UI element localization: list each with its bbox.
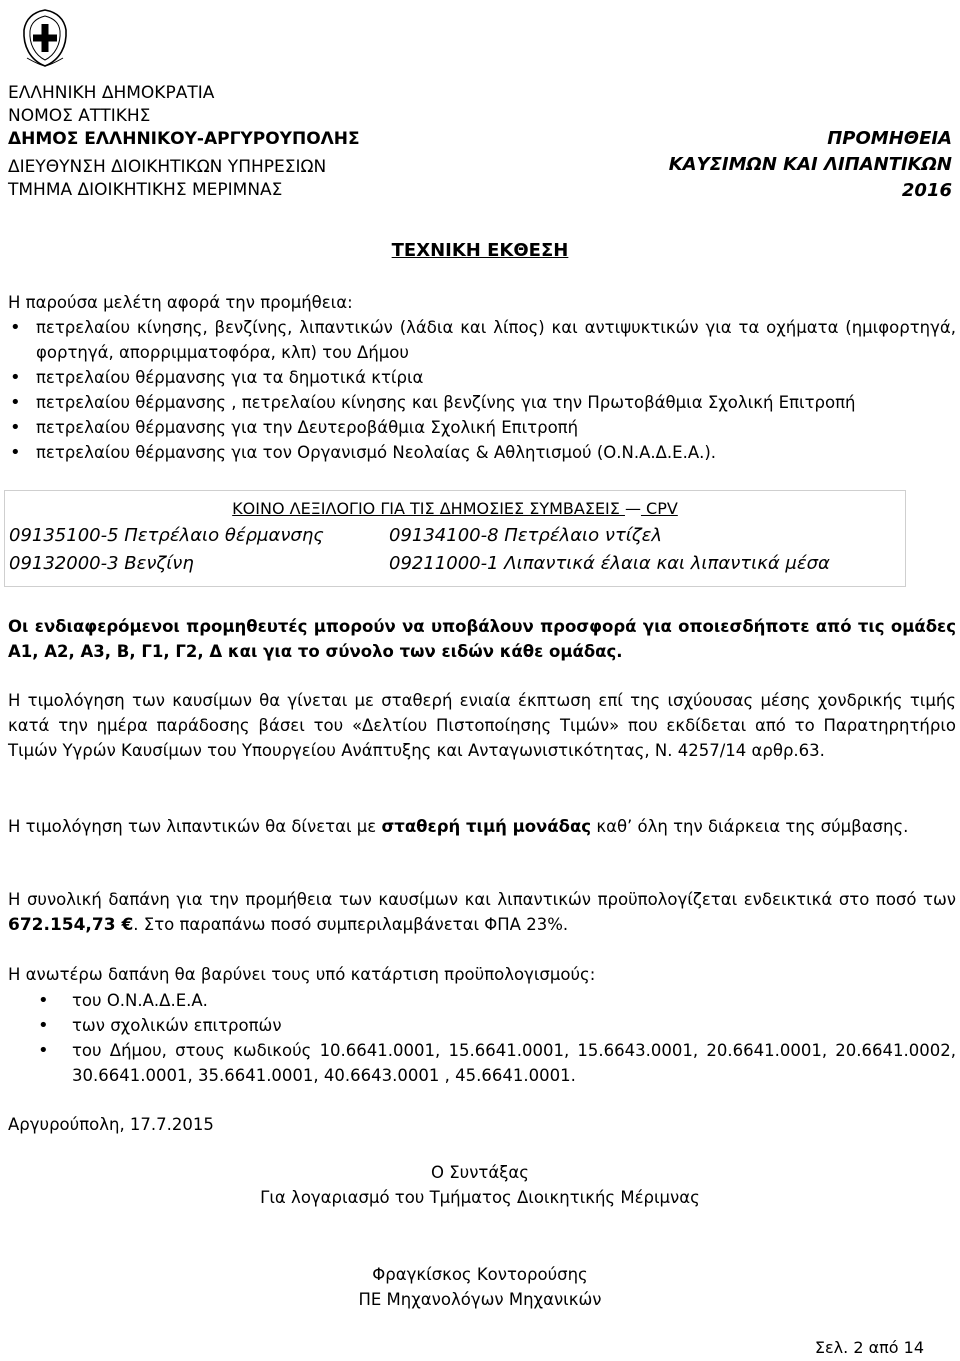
list-item: • πετρελαίου θέρμανσης για τα δημοτικά κτίρια <box>8 365 956 390</box>
page-title: ΤΕΧΝΙΚΗ ΕΚΘΕΣΗ <box>391 240 569 261</box>
header-line-prefecture: ΝΟΜΟΣ ΑΤΤΙΚΗΣ <box>8 106 151 126</box>
budget-amount: 672.154,73 € <box>8 915 134 935</box>
header-line-municipality: ΔΗΜΟΣ ΕΛΛΗΝΙΚΟΥ-ΑΡΓΥΡΟΥΠΟΛΗΣ <box>8 129 360 149</box>
lubricant-pricing-bold: σταθερή τιμή μονάδας <box>381 817 592 836</box>
fuel-pricing-text: Η τιμολόγηση των καυσίμων θα γίνεται με σταθερή ενιαία έκπτωση επί της ισχύουσας μέσης χονδρικής τιμής κατά την ημέρα παράδοσης βάσει του «Δελτίου Πιστοποίησης Τιμών» που εκδίδεται από το Παρατηρητήριο Τιμών Υγρών Καυσίμων του Υπουργείου Ανάπτυξης και Ανταγωνιστικότητας, Ν. 4257/14 αρθρ.63. <box>8 691 956 760</box>
budget-text <box>8 887 956 938</box>
project-title <box>669 126 952 204</box>
budget-after: . Στο παραπάνω ποσό συμπεριλαμβάνεται ΦΠΑ 23%. <box>133 915 569 934</box>
header-line-directorate: ΔΙΕΥΘΥΝΣΗ ΔΙΟΙΚΗΤΙΚΩΝ ΥΠΗΡΕΣΙΩΝ <box>8 157 327 177</box>
list-item: • πετρελαίου θέρμανσης για τον Οργανισμό Νεολαίας & Αθλητισμού (Ο.Ν.Α.Δ.Ε.Α.). <box>8 440 956 465</box>
list-item: • πετρελαίου θέρμανσης για την Δευτεροβάθμια Σχολική Επιτροπή <box>8 415 956 440</box>
signature-role: Ο Συντάξας <box>431 1163 529 1182</box>
signature-title: ΠΕ Μηχανολόγων Μηχανικών <box>358 1290 602 1309</box>
list-item: • του Ο.Ν.Α.Δ.Ε.Α. <box>8 988 956 1013</box>
cpv-code-diesel: 09134100-8 Πετρέλαιο ντίζελ <box>389 525 663 546</box>
header-line-republic: ΕΛΛΗΝΙΚΗ ΔΗΜΟΚΡΑΤΙΑ <box>8 83 215 103</box>
supply-list <box>8 315 956 465</box>
project-year: 2016 <box>901 180 952 201</box>
cpv-box <box>4 490 906 587</box>
cpv-title-suffix: CPV <box>640 499 678 518</box>
bidders-note: Οι ενδιαφερόμενοι προμηθευτές μπορούν να υποβάλουν προσφορά για οποιεσδήποτε από τις ομάδες Α1, Α2, Α3, Β, Γ1, Γ2, Δ και για το σύνολο των ειδών κάθε ομάδας. <box>8 617 956 661</box>
list-item: • του Δήμου, στους κωδικούς 10.6641.0001, 15.6641.0001, 15.6643.0001, 20.6641.0001, 20.6641.0002, 30.6641.0001, 35.6641.0001, 40.6643.0001 , 45.6641.0001. <box>8 1038 956 1088</box>
project-title-line1: ΠΡΟΜΗΘΕΙΑ <box>827 128 952 149</box>
lubricant-pricing-text <box>8 814 956 839</box>
intro-text: Η παρούσα μελέτη αφορά την προμήθεια: <box>8 293 353 312</box>
header-line-department: ΤΜΗΜΑ ΔΙΟΙΚΗΤΙΚΗΣ ΜΕΡΙΜΝΑΣ <box>8 180 283 200</box>
list-item: • πετρελαίου κίνησης, βενζίνης, λιπαντικών (λάδια και λίπος) και αντιψυκτικών για τα οχήματα (ημιφορτηγά, φορτηγά, απορριμματοφόρα, κλπ) του Δήμου <box>8 315 956 365</box>
list-item: • των σχολικών επιτροπών <box>8 1013 956 1038</box>
signature-department: Για λογαριασμό του Τμήματος Διοικητικής Μέριμνας <box>260 1188 700 1207</box>
cpv-title-text: ΚΟΙΝΟ ΛΕΞΙΛΟΓΙΟ ΓΙΑ ΤΙΣ ΔΗΜΟΣΙΕΣ ΣΥΜΒΑΣΕΙΣ <box>232 499 625 518</box>
lubricant-pricing-before: Η τιμολόγηση των λιπαντικών θα δίνεται με <box>8 817 382 836</box>
lubricant-pricing-after: καθ’ όλη την διάρκεια της σύμβασης. <box>591 817 909 836</box>
list-item: • πετρελαίου θέρμανσης , πετρελαίου κίνησης και βενζίνης για την Πρωτοβάθμια Σχολική Επιτροπή <box>8 390 956 415</box>
budget-before: Η συνολική δαπάνη για την προμήθεια των καυσίμων και λιπαντικών προϋπολογίζεται ενδεικτικά στο ποσό των <box>8 890 956 909</box>
signature-name: Φραγκίσκος Κοντορούσης <box>372 1265 588 1284</box>
cpv-title: ΚΟΙΝΟ ΛΕΞΙΛΟΓΙΟ ΓΙΑ ΤΙΣ ΔΗΜΟΣΙΕΣ ΣΥΜΒΑΣΕΙΣ — CPV <box>232 499 678 518</box>
greek-emblem-icon <box>20 8 70 68</box>
page-number: Σελ. 2 από 14 <box>814 1338 924 1357</box>
place-date: Αργυρούπολη, 17.7.2015 <box>8 1115 214 1134</box>
cpv-code-heating-oil: 09135100-5 Πετρέλαιο θέρμανσης <box>9 525 324 546</box>
cpv-code-lubricants: 09211000-1 Λιπαντικά έλαια και λιπαντικά μέσα <box>389 553 830 574</box>
project-title-line2: ΚΑΥΣΙΜΩΝ ΚΑΙ ΛΙΠΑΝΤΙΚΩΝ <box>668 154 952 175</box>
cpv-code-petrol: 09132000-3 Βενζίνη <box>9 553 194 574</box>
charge-list <box>8 988 956 1088</box>
charge-intro: Η ανωτέρω δαπάνη θα βαρύνει τους υπό κατάρτιση προϋπολογισμούς: <box>8 965 596 984</box>
